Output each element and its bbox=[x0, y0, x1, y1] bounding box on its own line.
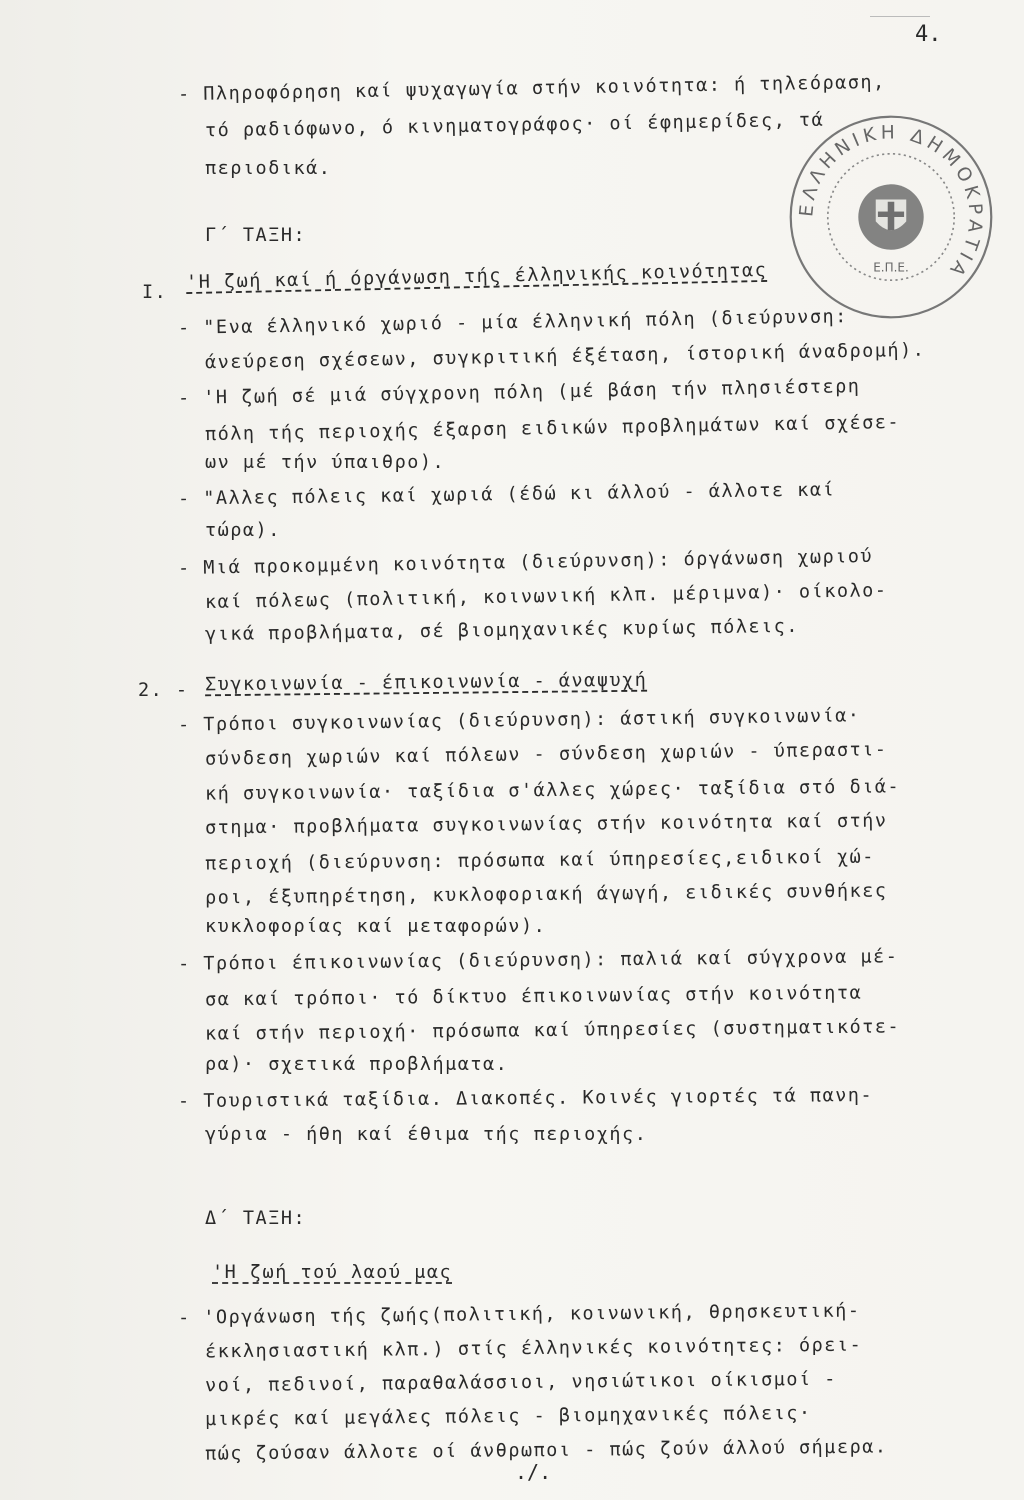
text-line: τό ραδιόφωνο, ό κινηματογράφος· οί έφημερίδες, τά bbox=[204, 109, 825, 142]
text-line: - Τρόποι συγκοινωνίας (διεύρυνση): άστική συγκοινωνία· bbox=[177, 705, 861, 736]
text-line: άνεύρεση σχέσεων, συγκριτική έξέταση, ίστορική άναδρομή). bbox=[204, 339, 926, 374]
text-line: πόλη τής περιοχής έξαρση ειδικών προβλημάτων καί σχέσε- bbox=[204, 411, 901, 446]
text-line: γικά προβλήματα, σέ βιομηχανικές κυρίως πόλεις. bbox=[204, 615, 800, 646]
text-line: - 'Οργάνωση τής ζωής(πολιτική, κοινωνική, θρησκευτική- bbox=[177, 1300, 861, 1329]
text-line: περιοχή (διεύρυνση: πρόσωπα καί ύπηρεσίες,ειδικοί χώ- bbox=[204, 846, 875, 875]
text-line: - Μιά προκομμένη κοινότητα (διεύρυνση): όργάνωση χωριού bbox=[177, 545, 874, 580]
list-number: 2. - bbox=[138, 680, 189, 701]
official-stamp bbox=[782, 108, 1000, 326]
continuation-mark: ./. bbox=[515, 1460, 552, 1484]
text-line: καί στήν περιοχή· πρόσωπα καί ύπηρεσίες (συστηματικότε- bbox=[204, 1016, 901, 1045]
page-number: 4. bbox=[915, 22, 942, 47]
text-line: - Τουριστικά ταξίδια. Διακοπές. Κοινές γιορτές τά πανη- bbox=[177, 1084, 874, 1113]
header-rule bbox=[870, 16, 930, 17]
stamp-inner-text: Ε.Π.Ε. bbox=[873, 260, 909, 275]
text-line: ων μέ τήν ύπαιθρο). bbox=[205, 452, 446, 473]
stamp-text: ΕΛΛΗΝΙΚΗ ΔΗΜΟΚΡΑΤΙΑ bbox=[796, 122, 986, 283]
list-number: Ι. bbox=[142, 282, 168, 303]
text-line: σύνδεση χωριών καί πόλεων - σύνδεση χωριών - ύπεραστι- bbox=[204, 739, 888, 770]
section-heading: Γ΄ ΤΑΞΗ: bbox=[205, 225, 307, 246]
text-line: ρα)· σχετικά προβλήματα. bbox=[205, 1054, 509, 1075]
text-line: - "Αλλες πόλεις καί χωριά (έδώ κι άλλού - άλλοτε καί bbox=[177, 479, 836, 510]
text-line: κυκλοφορίας καί μεταφορών). bbox=[205, 916, 547, 937]
text-line: κή συγκοινωνία· ταξίδια σ'άλλες χώρες· ταξίδια στό διά- bbox=[204, 776, 901, 805]
text-line: - Πληροφόρηση καί ψυχαγωγία στήν κοινότητα: ή τηλεόραση, bbox=[177, 71, 886, 106]
text-line: - "Ενα έλληνικό χωριό - μία έλληνική πόλη (διεύρυνση: bbox=[177, 306, 848, 339]
subsection-heading: Συγκοινωνία - έπικοινωνία - άναψυχή bbox=[204, 669, 648, 696]
text-line: ροι, έξυπηρέτηση, κυκλοφοριακή άγωγή, ειδικές συνθήκες bbox=[204, 880, 888, 909]
text-line: περιοδικά. bbox=[205, 158, 332, 179]
text-line: τώρα). bbox=[205, 520, 281, 541]
text-line: νοί, πεδινοί, παραθαλάσσιοι, νησιώτικοι οίκισμοί - bbox=[204, 1368, 837, 1397]
text-line: γύρια - ήθη καί έθιμα τής περιοχής. bbox=[205, 1124, 648, 1145]
section-heading: Δ΄ ΤΑΞΗ: bbox=[205, 1208, 307, 1229]
text-line: στημα· προβλήματα συγκοινωνίας στήν κοινότητα καί στήν bbox=[204, 810, 888, 839]
text-line: πώς ζούσαν άλλοτε οί άνθρωποι - πώς ζούν άλλού σήμερα. bbox=[204, 1436, 888, 1465]
text-line: - Τρόποι έπικοινωνίας (διεύρυνση): παλιά καί σύγχρονα μέ- bbox=[177, 946, 899, 975]
subsection-heading: 'Η ζωή καί ή όργάνωση τής έλληνικής κοινότητας bbox=[185, 259, 768, 294]
text-line: καί πόλεως (πολιτική, κοινωνική κλπ. μέριμνα)· οίκολο- bbox=[204, 580, 888, 613]
text-line: σα καί τρόποι· τό δίκτυο έπικοινωνίας στήν κοινότητα bbox=[204, 982, 863, 1011]
subsection-heading: 'Η ζωή τού λαού μας bbox=[212, 1262, 453, 1283]
text-line: μικρές καί μεγάλες πόλεις - βιομηχανικές πόλεις· bbox=[204, 1402, 812, 1431]
text-line: - 'Η ζωή σέ μιά σύγχρονη πόλη (μέ βάση τήν πλησιέστερη bbox=[177, 376, 861, 409]
text-line: έκκλησιαστική κλπ.) στίς έλληνικές κοινότητες: όρει- bbox=[204, 1334, 863, 1363]
